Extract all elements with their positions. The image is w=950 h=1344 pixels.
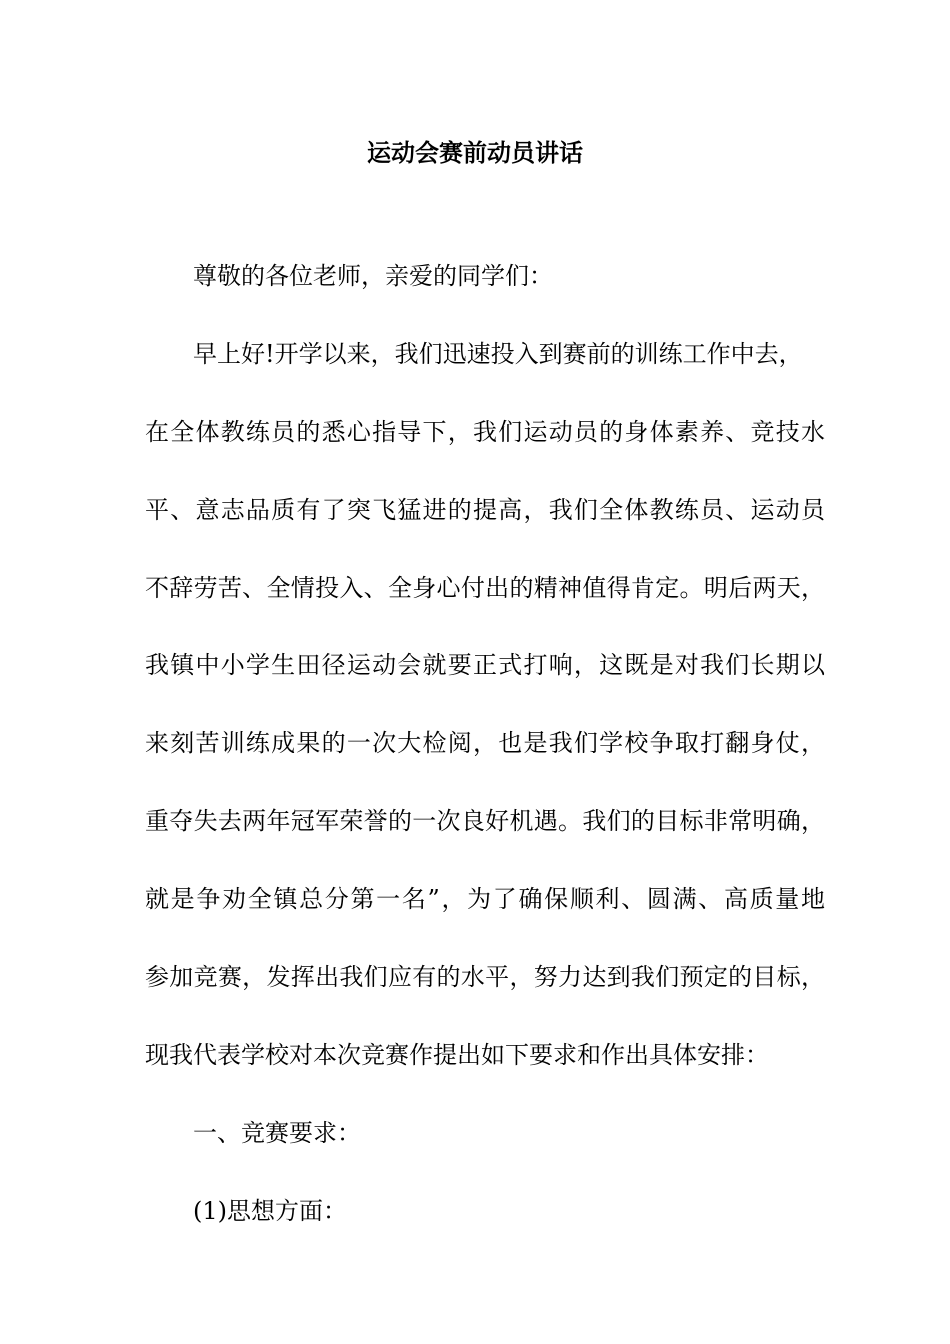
subsection-heading: (1)思想方面： — [193, 1196, 347, 1225]
paragraph-line: 参加竞赛，发挥出我们应有的水平，努力达到我们预定的目标， — [145, 963, 825, 992]
paragraph-line: 平、意志品质有了突飞猛进的提高，我们全体教练员、运动员 — [145, 495, 825, 524]
document-body — [145, 257, 825, 1270]
paragraph-line: 早上好!开学以来，我们迅速投入到赛前的训练工作中去， — [193, 339, 803, 368]
paragraph-line: 不辞劳苦、全情投入、全身心付出的精神值得肯定。明后两天， — [145, 573, 825, 602]
section-heading: 一、竞赛要求： — [193, 1118, 361, 1147]
paragraph-line: 现我代表学校对本次竞赛作提出如下要求和作出具体安排： — [145, 1040, 769, 1069]
salutation-line: 尊敬的各位老师，亲爱的同学们： — [193, 262, 553, 290]
paragraph-line: 在全体教练员的悉心指导下，我们运动员的身体素养、竞技水 — [145, 417, 825, 446]
paragraph-line: 就是争劝全镇总分第一名”，为了确保顺利、圆满、高质量地 — [145, 885, 825, 914]
paragraph-line: 重夺失去两年冠军荣誉的一次良好机遇。我们的目标非常明确， — [145, 807, 825, 836]
document-title: 运动会赛前动员讲话 — [367, 138, 583, 167]
paragraph-line: 我镇中小学生田径运动会就要正式打响，这既是对我们长期以 — [145, 651, 825, 680]
paragraph-line: 来刻苦训练成果的一次大检阅，也是我们学校争取打翻身仗， — [145, 729, 825, 758]
